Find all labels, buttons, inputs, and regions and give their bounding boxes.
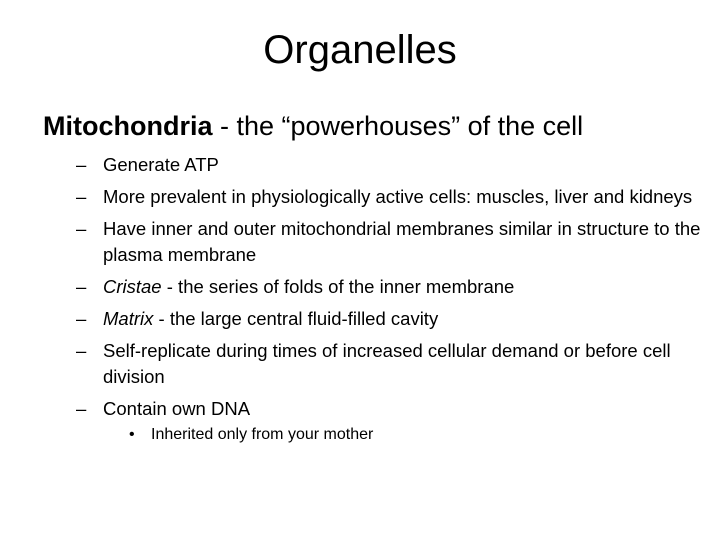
dash-bullet-marker: – [76,276,87,297]
dash-bullet-marker: – [76,308,87,329]
dash-bullet-marker: – [76,154,87,175]
bullet-text: - the series of folds of the inner membrane [161,276,515,297]
sub-bullet-list [103,424,716,446]
dash-bullet-marker: – [76,218,87,239]
bullet-text: Have inner and outer mitochondrial membranes similar in structure to the plasma membrane [103,218,701,265]
sub-bullet-item [119,424,716,446]
bullet-item [76,396,716,446]
bullet-term: Matrix [103,308,154,329]
heading-description: - the “powerhouses” of the cell [212,111,584,141]
bullet-item [76,306,716,332]
slide-title: Organelles [263,28,457,72]
sub-bullet-text: Inherited only from your mother [151,426,374,443]
bullet-term: Cristae [103,276,162,297]
section-heading [43,108,713,144]
dash-bullet-marker: – [76,398,87,419]
bullet-text: Generate ATP [103,154,219,175]
bullet-item [76,184,716,210]
bullet-text: - the large central fluid-filled cavity [153,308,439,329]
bullet-text: Self-replicate during times of increased cellular demand or before cell division [103,340,671,387]
bullet-item [76,338,716,390]
dash-bullet-marker: – [76,340,87,361]
bullet-item [76,152,716,178]
bullet-item [76,216,716,268]
dot-bullet-marker: • [129,426,135,443]
dash-bullet-marker: – [76,186,87,207]
bullet-item [76,274,716,300]
bullet-list [76,152,716,452]
bullet-text: Contain own DNA [103,398,251,419]
bullet-text: More prevalent in physiologically active cells: muscles, liver and kidneys [103,186,693,207]
heading-term: Mitochondria [43,111,213,141]
